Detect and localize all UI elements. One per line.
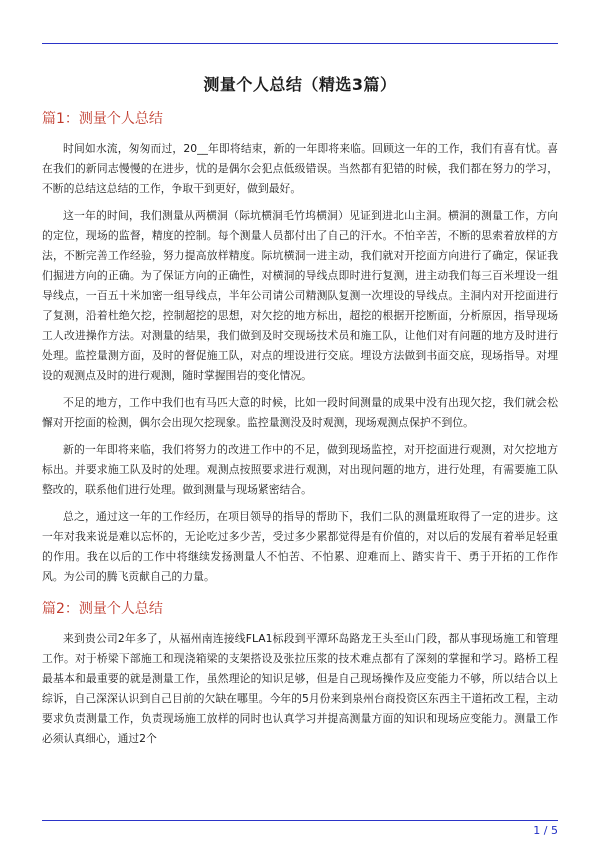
- paragraph: 时间如水流，匆匆而过，20__年即将结束，新的一年即将来临。回顾这一年的工作，我们有喜有忧。喜在我们的新同志慢慢的在进步，忧的是偶尔会犯点低级错误。当然都有犯错的时候，我们都在努力的学习，不断的总结这总结的工作，争取干到更好，做到最好。: [42, 142, 558, 195]
- paragraph: 新的一年即将来临，我们将努力的改进工作中的不足，做到现场监控，对开挖面进行观测，对欠挖地方标出。并要求施工队及时的处理。观测点按照要求进行观测，对出现问题的地方，进行处理，有需要施工队整改的，联系他们进行处理。做到测量与现场紧密结合。: [42, 443, 558, 496]
- header-rule: [42, 43, 558, 44]
- section-heading-2: 篇2：测量个人总结: [42, 601, 163, 617]
- section-heading-1: 篇1：测量个人总结: [42, 111, 163, 127]
- page-number: 1 / 5: [533, 824, 558, 837]
- document-body: [42, 73, 558, 756]
- paragraph: 不足的地方，工作中我们也有马匹大意的时候，比如一段时间测量的成果中没有出现欠挖，我们就会松懈对开挖面的检测，偶尔会出现欠挖现象。监控量测没及时观测，现场观测点保护不到位。: [42, 396, 558, 429]
- footer-rule: [42, 820, 558, 821]
- paragraph: 总之，通过这一年的工作经历，在项目领导的指导的帮助下，我们二队的测量班取得了一定的进步。这一年对我来说是难以忘怀的，无论吃过多少苦，受过多少累都觉得是有价值的，对以后的发展有着举足轻重的作用。我在以后的工作中将继续发扬测量人不怕苦、不怕累、迎难而上、踏实肯干、勇于开拓的工作作风。为公司的腾飞贡献自己的力量。: [42, 510, 558, 583]
- document-title: 测量个人总结（精选3篇）: [203, 75, 397, 94]
- paragraph: 这一年的时间，我们测量从两横洞（际坑横洞毛竹坞横洞）见证到进北山主洞。横洞的测量工作，方向的定位，现场的监督，精度的控制。每个测量人员都付出了自己的汗水。不怕辛苦，不断的思索着放样的方法，不断完善工作经验，努力提高放样精度。际坑横洞一进主动，我们就对开挖面方向进行了确定，保证我们掘进方向的正确。为了保证方向的正确性，对横洞的导线点即时进行复测，进主动我们每三百米埋设一组导线点，一百五十米加密一组导线点，半年公司请公司精测队复测一次埋设的导线点。主洞内对开挖面进行了复测，沿着杜绝欠挖，控制超挖的思想，对欠挖的地方标出，超挖的根据开挖断面，分析原因，指导现场工人改进操作方法。对测量的结果，我们做到及时交现场技术员和施工队，让他们对有问题的地方及时进行处理。监控量测方面，及时的督促施工队，对点的埋设进行交底。埋设方法做到书面交底，现场指导。对埋设的观测点及时的进行观测，随时掌握围岩的变化情况。: [42, 209, 558, 382]
- paragraph: 来到贵公司2年多了，从福州南连接线FLA1标段到平潭环岛路龙王头至山门段，都从事现场施工和管理工作。对于桥梁下部施工和现浇箱梁的支架搭设及张拉压浆的技术难点都有了深刻的掌握和学习。路桥工程最基本和最重要的就是测量工作，虽然理论的知识足够，但是自己现场操作及应变能力不够，所以结合以上综诉，自己深深认识到自己目前的欠缺在哪里。今年的5月份来到泉州台商投资区东西主干道拓改工程，主动要求负责测量工作，负责现场施工放样的同时也认真学习并提高测量方面的知识和现场应变能力。测量工作必须认真细心，通过2个: [42, 632, 558, 745]
